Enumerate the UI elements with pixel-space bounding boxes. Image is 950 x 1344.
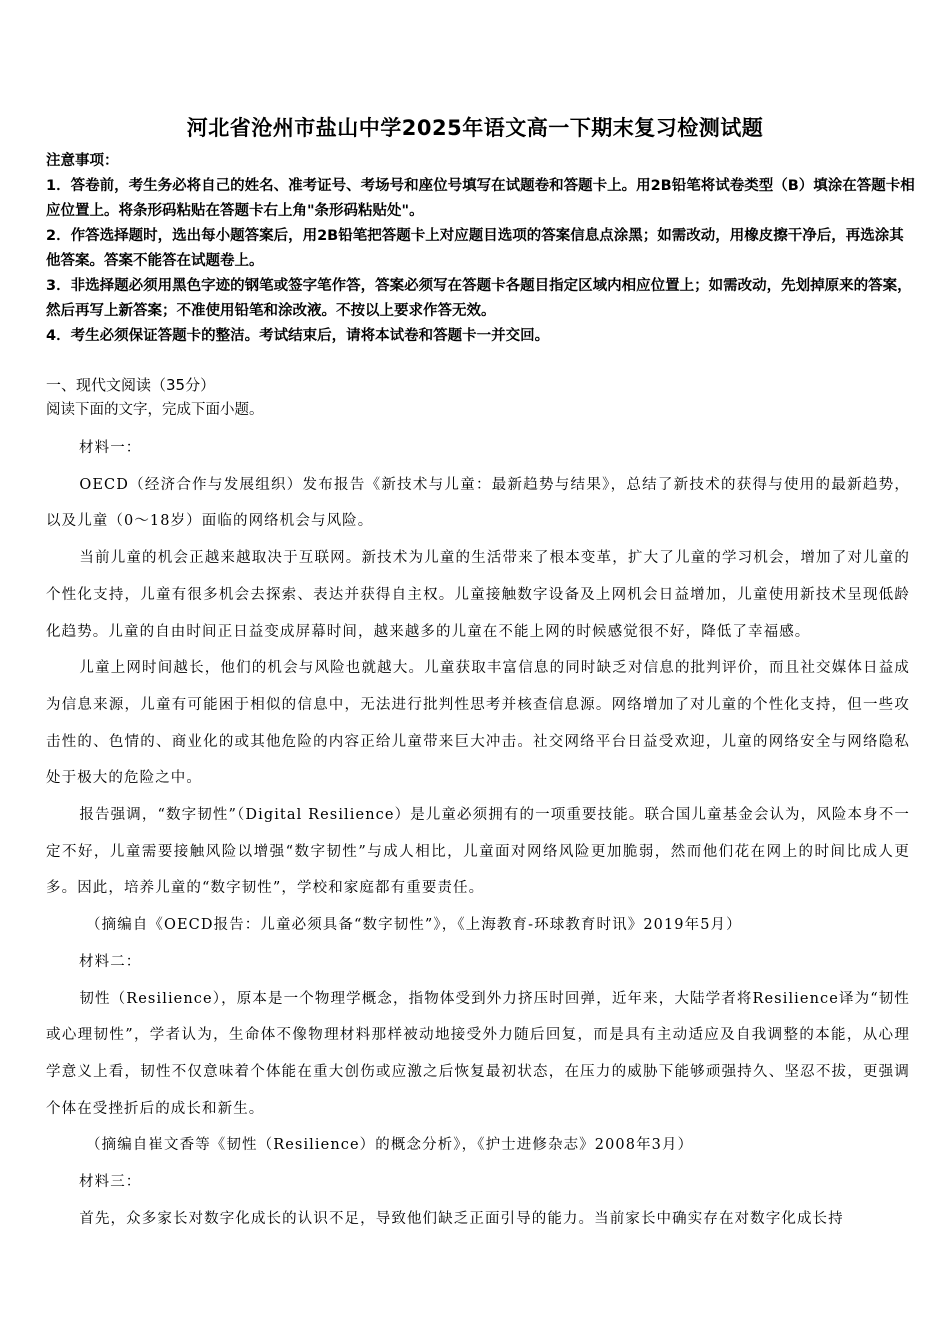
reading-passage xyxy=(46,430,910,1237)
notice-heading: 注意事项： xyxy=(46,153,119,169)
notice-item: 4．考生必须保证答题卡的整洁。考试结束后，请将本试卷和答题卡一并交回。 xyxy=(46,328,550,344)
notice-item: 1．答卷前，考生务必将自己的姓名、准考证号、考场号和座位号填写在试题卷和答题卡上。用2B铅笔将试卷类型（B）填涂在答题卡相应位置上。将条形码粘贴在答题卡右上角"条形码粘贴处"。 xyxy=(46,178,915,219)
page-title: 河北省沧州市盐山中学2025年语文高一下期末复习检测试题 xyxy=(186,116,764,140)
section-heading: 一、现代文阅读（35分） xyxy=(46,376,216,394)
paragraph: 当前儿童的机会正越来越取决于互联网。新技术为儿童的生活带来了根本变革，扩大了儿童的学习机会，增加了对儿童的个性化支持，儿童有很多机会去探索、表达并获得自主权。儿童接触数字设备及上网机会日益增加，儿童使用新技术呈现低龄化趋势。儿童的自由时间正日益变成屏幕时间，越来越多的儿童在不能上网的时候感觉很不好，降低了幸福感。 xyxy=(46,550,910,640)
material-label: 材料一： xyxy=(79,440,142,456)
notice-item: 3．非选择题必须用黑色字迹的钢笔或签字笔作答，答案必须写在答题卡各题目指定区域内相应位置上；如需改动，先划掉原来的答案，然后再写上新答案；不准使用铅笔和涂改液。不按以上要求作答无效。 xyxy=(46,278,912,319)
notice-section xyxy=(46,149,916,349)
paragraph: 报告强调，“数字韧性”（Digital Resilience）是儿童必须拥有的一项重要技能。联合国儿童基金会认为，风险本身不一定不好，儿童需要接触风险以增强“数字韧性”与成人相比，儿童面对网络风险更加脆弱，然而他们花在网上的时间比成人更多。因此，培养儿童的“数字韧性”，学校和家庭都有重要责任。 xyxy=(46,807,910,897)
paragraph: OECD（经济合作与发展组织）发布报告《新技术与儿童：最新趋势与结果》，总结了新技术的获得与使用的最新趋势，以及儿童（0～18岁）面临的网络机会与风险。 xyxy=(46,476,910,530)
source-citation: （摘编自崔文香等《韧性（Resilience）的概念分析》，《护士进修杂志》2008年3月） xyxy=(86,1137,694,1154)
notice-item: 2．作答选择题时，选出每小题答案后，用2B铅笔把答题卡上对应题目选项的答案信息点涂黑；如需改动，用橡皮擦干净后，再选涂其他答案。答案不能答在试题卷上。 xyxy=(46,228,904,269)
paragraph: 首先，众多家长对数字化成长的认识不足，导致他们缺乏正面引导的能力。当前家长中确实存在对数字化成长持 xyxy=(79,1210,844,1227)
paragraph: 儿童上网时间越长，他们的机会与风险也就越大。儿童获取丰富信息的同时缺乏对信息的批判评价，而且社交媒体日益成为信息来源，儿童有可能困于相似的信息中，无法进行批判性思考并核查信息源。网络增加了对儿童的个性化支持，但一些攻击性的、色情的、商业化的或其他危险的内容正给儿童带来巨大冲击。社交网络平台日益受欢迎，儿童的网络安全与网络隐私处于极大的危险之中。 xyxy=(46,660,910,787)
material-label: 材料二： xyxy=(79,953,142,970)
source-citation: （摘编自《OECD报告：儿童必须具备“数字韧性”》，《上海教育-环球教育时讯》2019年5月） xyxy=(86,917,742,934)
material-label: 材料三： xyxy=(79,1174,142,1191)
section-intro: 阅读下面的文字，完成下面小题。 xyxy=(46,402,264,418)
paragraph: 韧性（Resilience），原本是一个物理学概念，指物体受到外力挤压时回弹，近年来，大陆学者将Resilience译为“韧性或心理韧性”，学者认为，生命体不像物理材料那样被动地接受外力随后回复，而是具有主动适应及自我调整的本能，从心理学意义上看，韧性不仅意味着个体能在重大创伤或应激之后恢复最初状态，在压力的威胁下能够顽强持久、坚忍不拔，更强调个体在受挫折后的成长和新生。 xyxy=(46,990,910,1117)
